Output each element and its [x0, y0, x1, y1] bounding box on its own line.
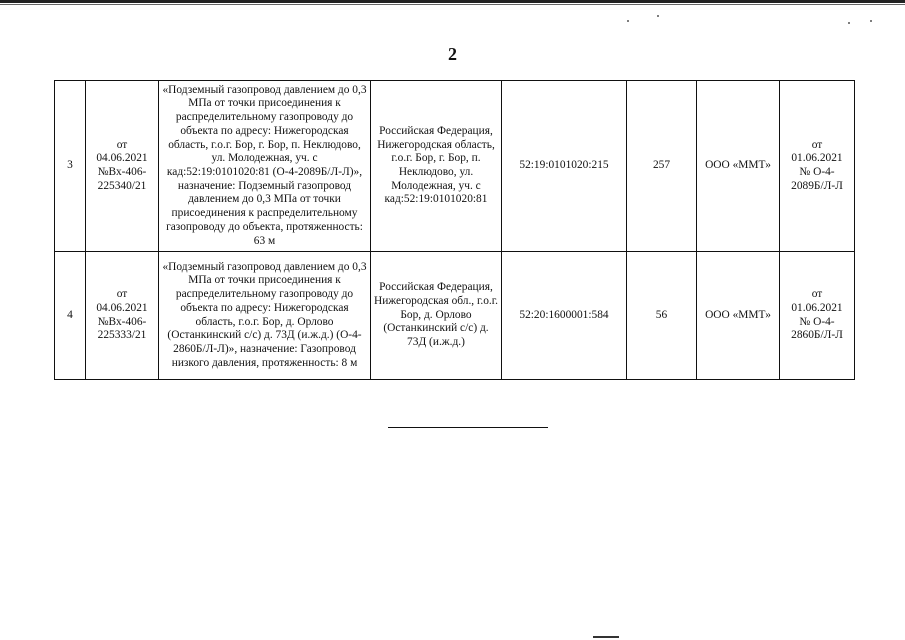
- request-line: 225333/21: [97, 329, 147, 342]
- location-cell: Российская Федерация, Нижегородская обл., г.о.г. Бор, д. Орлово (Останкинский с/с) д. 73Д (и.ж.д.): [371, 252, 502, 380]
- request-line: 225340/21: [97, 179, 147, 192]
- table-row: [55, 252, 855, 380]
- owner-cell: ООО «ММТ»: [697, 252, 780, 380]
- contract-line: № О-4-: [799, 315, 835, 328]
- row-index: 4: [55, 252, 86, 380]
- top-border-line: [0, 0, 905, 3]
- request-line: от: [116, 288, 128, 301]
- area-cell: 257: [627, 81, 697, 252]
- contract-line: от: [811, 138, 823, 151]
- area-cell: 56: [627, 252, 697, 380]
- contract-line: 2860Б/Л-Л: [791, 329, 843, 342]
- scan-speck: [627, 20, 629, 22]
- cadastral-number: 52:20:1600001:584: [502, 252, 627, 380]
- registry-table: [54, 80, 855, 380]
- closing-rule: [388, 427, 548, 428]
- row-index: 3: [55, 81, 86, 252]
- bottom-mark: [593, 636, 619, 638]
- request-cell: [86, 81, 159, 252]
- request-line: от: [116, 138, 128, 151]
- request-line: №Вх-406-: [97, 166, 147, 178]
- request-line: №Вх-406-: [97, 315, 147, 328]
- page-number: 2: [448, 44, 457, 64]
- contract-line: 2089Б/Л-Л: [791, 179, 843, 192]
- contract-cell: [780, 252, 855, 380]
- scan-speck: [848, 22, 850, 24]
- scan-speck: [870, 20, 872, 22]
- request-cell: [86, 252, 159, 380]
- request-line: 04.06.2021: [96, 301, 148, 314]
- owner-cell: ООО «ММТ»: [697, 81, 780, 252]
- location-cell: Российская Федерация, Нижегородская область, г.о.г. Бор, г. Бор, п. Неклюдово, ул. Молодежная, уч. с кад:52:19:0101020:81: [371, 81, 502, 252]
- contract-line: № О-4-: [799, 166, 835, 178]
- request-line: 04.06.2021: [96, 152, 148, 165]
- contract-line: 01.06.2021: [791, 301, 843, 314]
- object-description: «Подземный газопровод давлением до 0,3 МПа от точки присоединения к распределительному газопроводу до объекта по адресу: Нижегородская область, г.о.г. Бор, г. Бор, п. Неклюдово, ул. Молодежная, уч. с кад:52:19:0101020:81 (О-4-2089Б/Л-Л)», назначение: Подземный газопровод давлением до 0,3 МПа от точки присоединения к распределительному газопроводу до объекта, протяженность: 63 м: [159, 81, 371, 252]
- contract-line: 01.06.2021: [791, 152, 843, 165]
- object-description: «Подземный газопровод давлением до 0,3 МПа от точки присоединения к распределительному газопроводу до объекта по адресу: Нижегородская область, г.о.г. Бор, д. Орлово (Останкинский с/с) д. 73Д (и.ж.д.) (О-4-2860Б/Л-Л)», назначение: Газопровод низкого давления, протяженность: 8 м: [159, 252, 371, 380]
- scan-speck: [657, 15, 659, 17]
- top-border-line-thin: [0, 4, 905, 5]
- table-row: [55, 81, 855, 252]
- contract-cell: [780, 81, 855, 252]
- cadastral-number: 52:19:0101020:215: [502, 81, 627, 252]
- contract-line: от: [811, 288, 823, 301]
